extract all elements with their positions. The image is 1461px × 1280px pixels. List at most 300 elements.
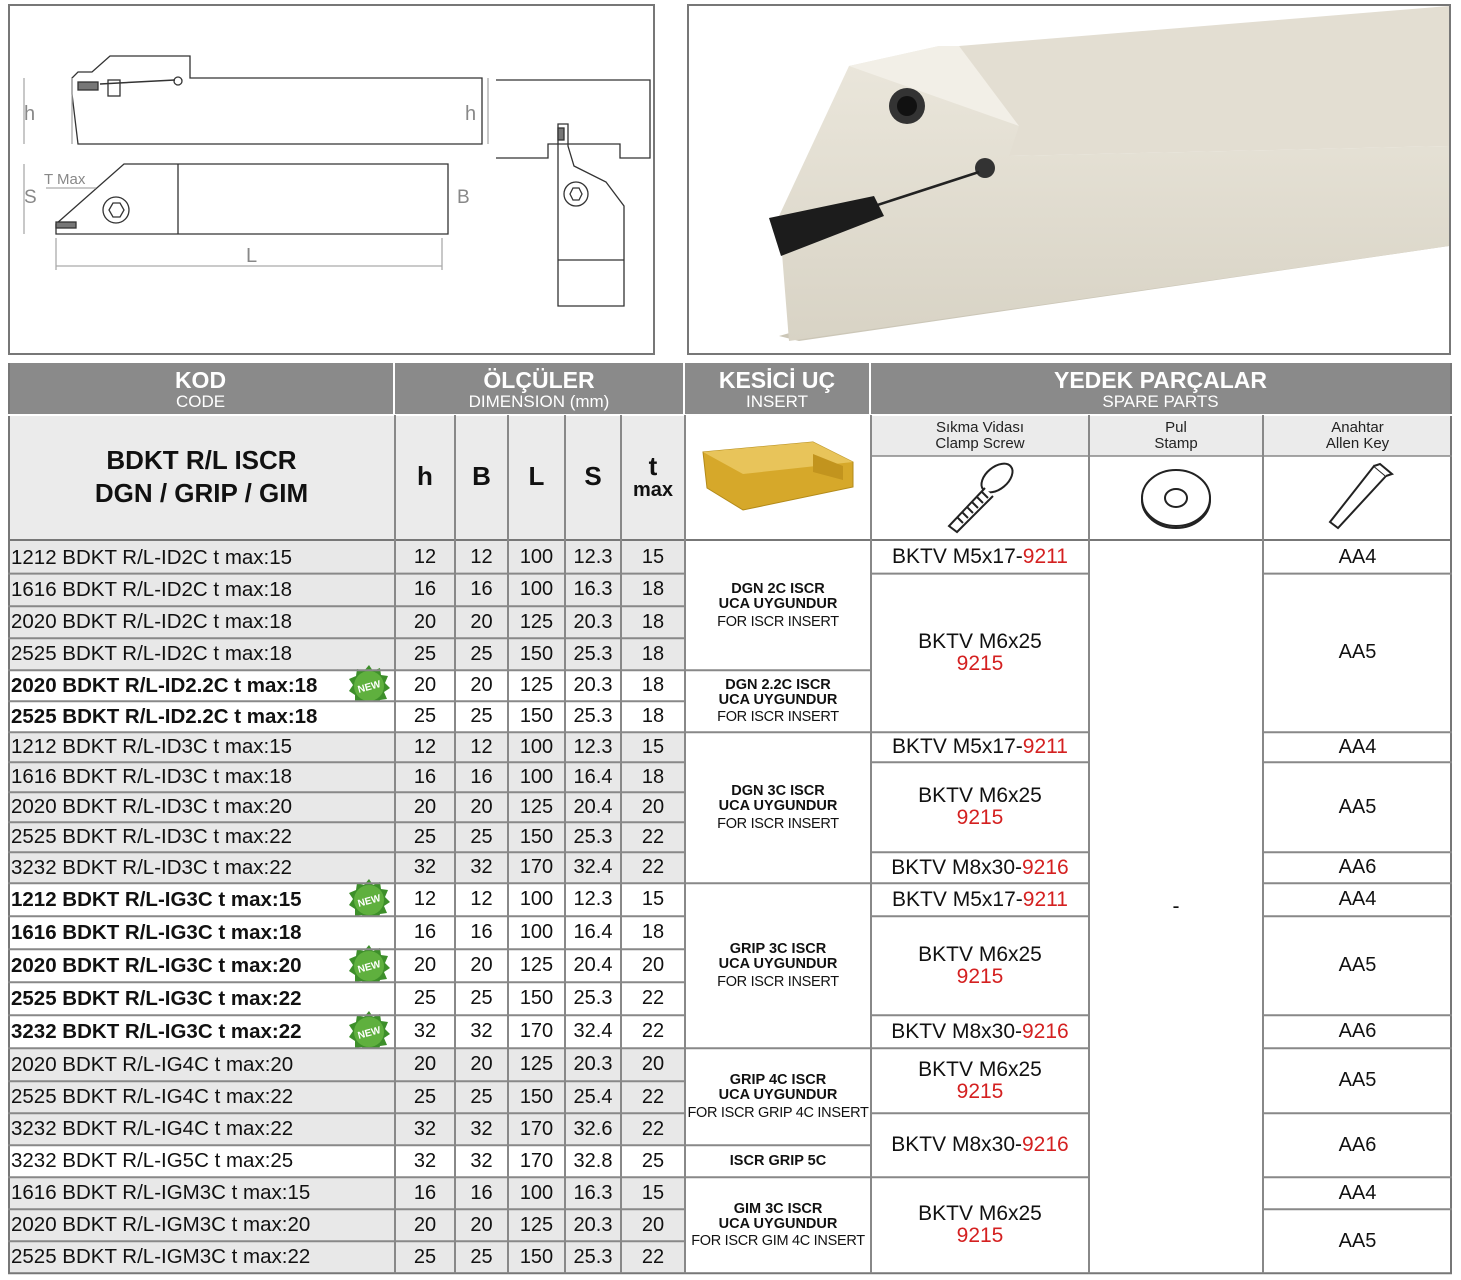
clamp-screw-code bbox=[871, 732, 1089, 762]
screw-part-number: 9216 bbox=[1022, 1133, 1069, 1157]
dim-l-value: 125 bbox=[519, 674, 554, 697]
tool-holder-illustration bbox=[689, 6, 1449, 353]
dim-s-value: 16.4 bbox=[573, 765, 613, 788]
product-code bbox=[8, 1145, 395, 1177]
dim-t-value: 22 bbox=[641, 825, 665, 848]
dim-l-value: 100 bbox=[519, 888, 554, 911]
product-code bbox=[8, 541, 395, 574]
dim-s-value: 32.4 bbox=[573, 856, 613, 879]
dim-t bbox=[621, 792, 685, 822]
dim-b-value: 12 bbox=[470, 888, 493, 911]
clamp-screw-code bbox=[871, 1048, 1089, 1113]
dim-s-value: 25.3 bbox=[573, 1245, 613, 1268]
product-code bbox=[8, 1209, 395, 1241]
allen-key-code bbox=[1263, 541, 1452, 574]
new-badge-text: NEW bbox=[356, 678, 383, 696]
insert-fit-en: FOR ISCR GIM 4C INSERT bbox=[691, 1233, 865, 1250]
insert-fit-tr: UCA UYGUNDUR bbox=[718, 1215, 838, 1232]
product-code-text: 2020 BDKT R/L-IG3C t max:20 bbox=[11, 953, 302, 977]
dim-l bbox=[508, 883, 565, 916]
insert-compatibility bbox=[685, 883, 871, 1048]
product-code-text: 2020 BDKT R/L-ID2.2C t max:18 bbox=[11, 673, 318, 697]
product-line-2: DGN / GRIP / GIM bbox=[94, 478, 309, 508]
dim-t-value: 18 bbox=[641, 674, 665, 697]
dim-t bbox=[621, 883, 685, 916]
dim-h-value: 12 bbox=[413, 545, 437, 568]
product-code bbox=[8, 1241, 395, 1273]
allen-key-size: AA5 bbox=[1338, 641, 1377, 664]
col-b-label: B bbox=[472, 461, 491, 492]
new-badge-text: NEW bbox=[356, 958, 383, 976]
dim-b bbox=[455, 606, 508, 638]
product-code-text: 3232 BDKT R/L-IG4C t max:22 bbox=[11, 1117, 294, 1141]
allen-key-code bbox=[1263, 916, 1452, 1015]
dim-s-value: 32.8 bbox=[573, 1149, 613, 1172]
dim-s-value: 12.3 bbox=[573, 888, 613, 911]
screw-size: BKTV M6x25 bbox=[918, 629, 1042, 653]
allen-key-size: AA5 bbox=[1338, 795, 1377, 818]
dim-h-value: 20 bbox=[413, 674, 437, 697]
dim-h-value: 32 bbox=[413, 1117, 437, 1140]
dim-t bbox=[621, 541, 685, 574]
insert-model: GRIP 4C ISCR bbox=[729, 1072, 827, 1089]
dim-t bbox=[621, 606, 685, 638]
dim-h bbox=[395, 606, 455, 638]
dim-t bbox=[621, 762, 685, 792]
dim-l bbox=[508, 852, 565, 883]
product-code bbox=[8, 916, 395, 949]
allen-key-icon bbox=[1318, 458, 1398, 538]
allen-key-code bbox=[1263, 1048, 1452, 1113]
dim-s-value: 25.3 bbox=[573, 825, 613, 848]
screw-part-number: 9215 bbox=[956, 651, 1004, 675]
col-header-h bbox=[395, 415, 455, 539]
dim-l bbox=[508, 1015, 565, 1048]
clamp-screw-code bbox=[871, 762, 1089, 852]
insert-model: DGN 2.2C ISCR bbox=[725, 676, 831, 693]
allen-key-size: AA5 bbox=[1338, 954, 1377, 977]
dim-b bbox=[455, 949, 508, 982]
product-code bbox=[8, 1048, 395, 1081]
dim-t-value: 25 bbox=[641, 1149, 665, 1172]
dim-t-value: 22 bbox=[641, 1117, 665, 1140]
dim-b-value: 25 bbox=[470, 642, 493, 665]
dim-s bbox=[565, 1113, 621, 1145]
dim-l-value: 150 bbox=[519, 987, 554, 1010]
header-dimensions bbox=[395, 363, 685, 415]
dim-b bbox=[455, 982, 508, 1015]
product-code-text: 2525 BDKT R/L-IGM3C t max:22 bbox=[11, 1245, 311, 1269]
dim-t bbox=[621, 732, 685, 762]
dim-b-value: 25 bbox=[470, 705, 493, 728]
dim-t bbox=[621, 852, 685, 883]
col-h-label: h bbox=[417, 461, 433, 492]
dim-b-value: 16 bbox=[470, 921, 493, 944]
product-code-text: 3232 BDKT R/L-IG5C t max:25 bbox=[11, 1149, 294, 1173]
allen-key-size: AA4 bbox=[1338, 1181, 1377, 1204]
dim-b bbox=[455, 1015, 508, 1048]
new-starburst-icon bbox=[347, 1010, 391, 1054]
dim-t-value: 20 bbox=[641, 1053, 665, 1076]
dim-b bbox=[455, 916, 508, 949]
dim-b bbox=[455, 792, 508, 822]
dim-h-value: 32 bbox=[413, 1020, 437, 1043]
insert-fit-tr: UCA UYGUNDUR bbox=[718, 691, 838, 708]
dim-b bbox=[455, 1113, 508, 1145]
dim-h bbox=[395, 982, 455, 1015]
product-code bbox=[8, 949, 395, 982]
dim-b bbox=[455, 1241, 508, 1273]
header-dimensions-tr: ÖLÇÜLER bbox=[483, 366, 595, 393]
new-badge bbox=[347, 1010, 391, 1054]
dim-s-value: 16.3 bbox=[573, 1181, 613, 1204]
dim-b: B bbox=[457, 187, 470, 208]
dim-s-value: 20.3 bbox=[573, 1213, 613, 1236]
dim-b bbox=[455, 732, 508, 762]
header-insert-en: INSERT bbox=[745, 391, 809, 411]
dim-h-value: 12 bbox=[413, 735, 437, 758]
screw-part-number: 9215 bbox=[956, 1224, 1004, 1248]
col-l-label: L bbox=[528, 461, 545, 492]
new-badge-text: NEW bbox=[356, 1024, 383, 1042]
clamp-screw-code bbox=[871, 1177, 1089, 1273]
dim-b-value: 25 bbox=[470, 1085, 493, 1108]
dim-l bbox=[508, 638, 565, 670]
insert-model: GIM 3C ISCR bbox=[733, 1200, 823, 1217]
dim-h-value: 25 bbox=[413, 642, 437, 665]
dim-tmax: T Max bbox=[44, 171, 86, 188]
screw-size: BKTV M8x30- bbox=[891, 1019, 1022, 1043]
insert-image bbox=[685, 415, 871, 539]
dim-s-value: 16.4 bbox=[573, 921, 613, 944]
dim-t-value: 18 bbox=[641, 705, 665, 728]
clamp-screw-code bbox=[871, 1015, 1089, 1048]
allen-key-code bbox=[1263, 883, 1452, 916]
dim-s bbox=[565, 1015, 621, 1048]
dim-l-value: 100 bbox=[519, 921, 554, 944]
col-t-max-label: max bbox=[632, 479, 674, 502]
dim-h bbox=[395, 1048, 455, 1081]
dim-b bbox=[455, 701, 508, 732]
clamp-screw-code bbox=[871, 883, 1089, 916]
insert-fit-en: FOR ISCR INSERT bbox=[717, 613, 839, 630]
dim-l-value: 100 bbox=[519, 1181, 554, 1204]
dim-t-value: 20 bbox=[641, 795, 665, 818]
dim-s bbox=[565, 916, 621, 949]
dim-t-value: 18 bbox=[641, 765, 665, 788]
dim-l bbox=[508, 574, 565, 607]
dim-h-value: 16 bbox=[413, 921, 437, 944]
dim-s bbox=[565, 822, 621, 852]
dim-l-value: 150 bbox=[519, 1245, 554, 1268]
product-code bbox=[8, 1113, 395, 1145]
dim-b-value: 12 bbox=[470, 545, 493, 568]
dim-h-left: h bbox=[24, 103, 36, 125]
dim-b-value: 32 bbox=[470, 1020, 493, 1043]
product-code-text: 1616 BDKT R/L-IGM3C t max:15 bbox=[11, 1181, 311, 1205]
dim-s-value: 20.3 bbox=[573, 610, 613, 633]
dim-l bbox=[508, 1145, 565, 1177]
dim-b bbox=[455, 1145, 508, 1177]
clamp-screw-image bbox=[871, 456, 1089, 539]
dim-l-value: 125 bbox=[519, 610, 554, 633]
insert-fit-en: FOR ISCR GRIP 4C INSERT bbox=[687, 1104, 869, 1121]
allen-key-size: AA4 bbox=[1338, 735, 1377, 758]
dim-b bbox=[455, 1081, 508, 1113]
stamp-value bbox=[1089, 541, 1263, 1273]
insert-compatibility bbox=[685, 1145, 871, 1177]
dim-h-value: 25 bbox=[413, 825, 437, 848]
insert-model: ISCR GRIP 5C bbox=[729, 1152, 827, 1169]
dim-h-value: 25 bbox=[413, 987, 437, 1010]
dim-l bbox=[508, 949, 565, 982]
dim-h bbox=[395, 1145, 455, 1177]
dim-b-value: 20 bbox=[470, 795, 493, 818]
allen-key-code bbox=[1263, 852, 1452, 883]
dim-h-value: 20 bbox=[413, 610, 437, 633]
dim-t bbox=[621, 1048, 685, 1081]
allen-key-size: AA4 bbox=[1338, 888, 1377, 911]
clamp-screw-code bbox=[871, 541, 1089, 574]
clamp-screw-label-tr: Sıkma Vidası bbox=[935, 418, 1025, 436]
clamp-screw-code bbox=[871, 916, 1089, 1015]
allen-key-code bbox=[1263, 1015, 1452, 1048]
dim-h bbox=[395, 762, 455, 792]
product-code-text: 2525 BDKT R/L-ID2C t max:18 bbox=[11, 642, 293, 666]
dim-t bbox=[621, 1177, 685, 1209]
screw-part-number: 9216 bbox=[1022, 1019, 1069, 1043]
dim-t bbox=[621, 982, 685, 1015]
dim-t bbox=[621, 1145, 685, 1177]
dim-b-value: 20 bbox=[470, 1053, 493, 1076]
technical-drawing bbox=[8, 4, 655, 355]
insert-fit-tr: UCA UYGUNDUR bbox=[718, 1087, 838, 1104]
allen-key-code bbox=[1263, 1209, 1452, 1273]
dim-h bbox=[395, 1113, 455, 1145]
dim-h bbox=[395, 916, 455, 949]
dim-h-value: 20 bbox=[413, 795, 437, 818]
dim-b-value: 25 bbox=[470, 987, 493, 1010]
dim-t-value: 22 bbox=[641, 1245, 665, 1268]
stamp-washer-icon bbox=[1136, 458, 1216, 538]
dim-b-value: 32 bbox=[470, 1117, 493, 1140]
dim-s-value: 20.3 bbox=[573, 674, 613, 697]
dim-h-value: 20 bbox=[413, 1213, 437, 1236]
subheader-clamp-screw bbox=[871, 415, 1089, 456]
screw-part-number: 9215 bbox=[956, 1079, 1004, 1103]
dim-s bbox=[565, 701, 621, 732]
dim-b-value: 25 bbox=[470, 825, 493, 848]
dim-s bbox=[565, 1177, 621, 1209]
dim-s-value: 12.3 bbox=[573, 735, 613, 758]
dim-h-value: 16 bbox=[413, 1181, 437, 1204]
dim-t-value: 18 bbox=[641, 610, 665, 633]
dim-s-value: 25.4 bbox=[573, 1085, 613, 1108]
dim-b-value: 12 bbox=[470, 735, 493, 758]
dim-l bbox=[508, 606, 565, 638]
insert-compatibility bbox=[685, 670, 871, 732]
dim-s bbox=[565, 541, 621, 574]
dim-b bbox=[455, 638, 508, 670]
dim-l bbox=[508, 701, 565, 732]
dim-l bbox=[508, 1081, 565, 1113]
dim-h-value: 16 bbox=[413, 765, 437, 788]
allen-key-code bbox=[1263, 762, 1452, 852]
dim-t bbox=[621, 1241, 685, 1273]
dim-b bbox=[455, 883, 508, 916]
col-header-l bbox=[508, 415, 565, 539]
screw-part-number: 9211 bbox=[1022, 735, 1068, 759]
clamp-screw-label-en: Clamp Screw bbox=[935, 434, 1025, 452]
dim-t bbox=[621, 1113, 685, 1145]
product-code bbox=[8, 1081, 395, 1113]
dim-h bbox=[395, 852, 455, 883]
product-code-text: 3232 BDKT R/L-ID3C t max:22 bbox=[11, 855, 293, 879]
dim-t bbox=[621, 638, 685, 670]
dim-l-value: 125 bbox=[519, 954, 554, 977]
dim-l bbox=[508, 732, 565, 762]
product-code bbox=[8, 762, 395, 792]
dim-h bbox=[395, 1241, 455, 1273]
dim-b-value: 16 bbox=[470, 765, 493, 788]
subheader-stamp bbox=[1089, 415, 1263, 456]
dim-l-value: 125 bbox=[519, 1213, 554, 1236]
screw-part-number: 9215 bbox=[956, 964, 1004, 988]
dim-l-value: 170 bbox=[519, 1020, 554, 1043]
dim-h-value: 32 bbox=[413, 1149, 437, 1172]
dim-t bbox=[621, 1081, 685, 1113]
dim-h bbox=[395, 1015, 455, 1048]
product-code bbox=[8, 1177, 395, 1209]
screw-part-number: 9215 bbox=[956, 806, 1004, 830]
allen-key-size: AA6 bbox=[1338, 1133, 1377, 1156]
dim-t-value: 20 bbox=[641, 954, 665, 977]
dim-b bbox=[455, 852, 508, 883]
insert-fit-tr: UCA UYGUNDUR bbox=[718, 596, 838, 613]
col-header-tmax bbox=[621, 415, 685, 539]
dim-h bbox=[395, 822, 455, 852]
product-code bbox=[8, 732, 395, 762]
col-header-b bbox=[455, 415, 508, 539]
dim-t bbox=[621, 574, 685, 607]
allen-key-code bbox=[1263, 1177, 1452, 1209]
dim-h bbox=[395, 792, 455, 822]
dim-s-value: 25.3 bbox=[573, 705, 613, 728]
dim-l-value: 125 bbox=[519, 1053, 554, 1076]
screw-size: BKTV M5x17- bbox=[892, 545, 1023, 569]
allen-key-size: AA4 bbox=[1338, 545, 1377, 568]
dim-s-value: 12.3 bbox=[573, 545, 613, 568]
dim-h bbox=[395, 701, 455, 732]
stamp-label-en: Stamp bbox=[1154, 434, 1198, 452]
dim-h bbox=[395, 1209, 455, 1241]
product-code-text: 2020 BDKT R/L-ID2C t max:18 bbox=[11, 610, 293, 634]
dim-l bbox=[508, 982, 565, 1015]
dim-h-right: h bbox=[465, 103, 477, 125]
dim-b bbox=[455, 670, 508, 701]
product-code-text: 2020 BDKT R/L-IG4C t max:20 bbox=[11, 1052, 294, 1076]
dim-t bbox=[621, 670, 685, 701]
dim-b bbox=[455, 1048, 508, 1081]
dim-s bbox=[565, 852, 621, 883]
dim-s bbox=[565, 949, 621, 982]
holder-dimension-drawing bbox=[10, 6, 653, 353]
dim-b bbox=[455, 1209, 508, 1241]
dim-t-value: 22 bbox=[641, 1085, 665, 1108]
new-starburst-icon bbox=[347, 944, 391, 988]
screw-size: BKTV M6x25 bbox=[918, 1202, 1042, 1226]
screw-part-number: 9211 bbox=[1022, 887, 1068, 911]
dim-h-value: 25 bbox=[413, 1085, 437, 1108]
product-code bbox=[8, 982, 395, 1015]
dim-t bbox=[621, 822, 685, 852]
product-code bbox=[8, 883, 395, 916]
allen-key-size: AA6 bbox=[1338, 856, 1377, 879]
stamp-label-tr: Pul bbox=[1165, 418, 1187, 436]
dim-t-value: 18 bbox=[641, 921, 665, 944]
clamp-screw-code bbox=[871, 1113, 1089, 1177]
dim-s bbox=[565, 1145, 621, 1177]
dim-t-value: 22 bbox=[641, 987, 665, 1010]
dim-t-value: 18 bbox=[641, 642, 665, 665]
insert-fit-en: FOR ISCR INSERT bbox=[717, 973, 839, 990]
dim-t-value: 15 bbox=[641, 735, 665, 758]
dim-t bbox=[621, 916, 685, 949]
dim-l-value: 100 bbox=[519, 765, 554, 788]
header-code-tr: KOD bbox=[174, 366, 227, 393]
dim-l-value: 170 bbox=[519, 1149, 554, 1172]
dim-s-value: 20.3 bbox=[573, 1053, 613, 1076]
dim-t bbox=[621, 1209, 685, 1241]
new-badge-text: NEW bbox=[356, 892, 383, 910]
dim-l-value: 170 bbox=[519, 856, 554, 879]
allen-key-size: AA5 bbox=[1338, 1229, 1377, 1252]
dim-l-value: 150 bbox=[519, 825, 554, 848]
col-t-label: t bbox=[648, 450, 658, 481]
header-spare-parts-en: SPARE PARTS bbox=[1102, 391, 1219, 411]
clamp-screw-code bbox=[871, 852, 1089, 883]
dim-l bbox=[508, 762, 565, 792]
product-code bbox=[8, 1015, 395, 1048]
dim-s-value: 25.3 bbox=[573, 642, 613, 665]
header-insert bbox=[685, 363, 871, 415]
product-code bbox=[8, 852, 395, 883]
product-code bbox=[8, 670, 395, 701]
stamp-dash: - bbox=[1172, 895, 1180, 919]
dim-s bbox=[565, 1209, 621, 1241]
insert-fit-en: FOR ISCR INSERT bbox=[717, 709, 839, 726]
dim-h bbox=[395, 949, 455, 982]
dim-l-value: 150 bbox=[519, 642, 554, 665]
product-code-text: 3232 BDKT R/L-IG3C t max:22 bbox=[11, 1019, 302, 1043]
dim-l-value: 170 bbox=[519, 1117, 554, 1140]
dim-b-value: 16 bbox=[470, 1181, 493, 1204]
screw-size: BKTV M8x30- bbox=[891, 855, 1022, 879]
col-header-s bbox=[565, 415, 621, 539]
dim-b-value: 20 bbox=[470, 674, 493, 697]
dim-b bbox=[455, 762, 508, 792]
dim-h-value: 32 bbox=[413, 856, 437, 879]
product-code-text: 2020 BDKT R/L-IGM3C t max:20 bbox=[11, 1213, 311, 1237]
allen-key-label-en: Allen Key bbox=[1325, 434, 1390, 452]
dim-t-value: 15 bbox=[641, 1181, 665, 1204]
screw-size: BKTV M5x17- bbox=[892, 735, 1023, 759]
dim-b bbox=[455, 1177, 508, 1209]
dim-l bbox=[508, 1241, 565, 1273]
product-code bbox=[8, 822, 395, 852]
dim-l-value: 150 bbox=[519, 705, 554, 728]
dim-t-value: 15 bbox=[641, 545, 665, 568]
